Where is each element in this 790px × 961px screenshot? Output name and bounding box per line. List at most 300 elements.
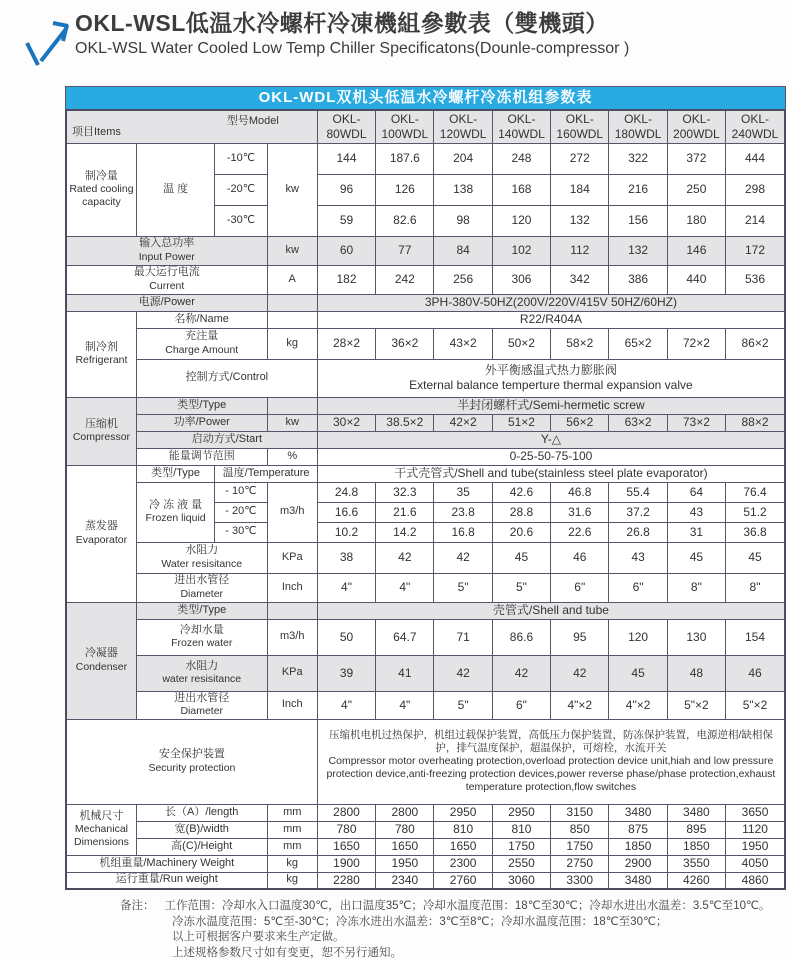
value-cell: 850 xyxy=(551,821,609,838)
label-cn: 制冷剂 xyxy=(84,340,118,353)
value-cell: 168 xyxy=(492,174,550,205)
unit-mm: mm xyxy=(267,838,317,855)
label-cn: 进出水管径 xyxy=(174,691,230,704)
model-header-cell: OKL-120WDL xyxy=(434,110,492,143)
value-cell: 65×2 xyxy=(609,328,667,359)
page-subtitle: OKL-WSL Water Cooled Low Temp Chiller Specificatons(Dounle-compressor ) xyxy=(75,39,630,57)
value-cell: 43 xyxy=(667,502,725,522)
row-input-power xyxy=(66,236,785,265)
value-cell: 6" xyxy=(609,573,667,602)
value-cell: 4"×2 xyxy=(609,691,667,719)
value-cell: 56×2 xyxy=(551,414,609,431)
row-cooling-minus10 xyxy=(66,143,785,174)
value-cell: 2340 xyxy=(376,872,434,889)
value-cell: 126 xyxy=(376,174,434,205)
value-cell: 95 xyxy=(551,619,609,655)
value-cell: 36.8 xyxy=(726,522,785,542)
value-cell: 1850 xyxy=(667,838,725,855)
label-power-supply: 电源/Power xyxy=(66,294,267,311)
value-cond-type: 壳管式/Shell and tube xyxy=(317,602,785,619)
label-height: 高(C)/Height xyxy=(136,838,267,855)
model-header-cell: OKL-160WDL xyxy=(551,110,609,143)
value-cell: 810 xyxy=(492,821,550,838)
value-cell: 248 xyxy=(492,143,550,174)
value-cell: 24.8 xyxy=(317,482,375,502)
value-cell: 45 xyxy=(667,542,725,573)
row-energy-range xyxy=(66,448,785,465)
label-cn: 充注量 xyxy=(185,330,219,343)
value-cell: 8" xyxy=(667,573,725,602)
label-en: Evaporator xyxy=(75,533,128,546)
note-line: 以上可根据客户要求来生产定做。 xyxy=(172,931,345,944)
value-cell: 4" xyxy=(376,691,434,719)
value-cell: 895 xyxy=(667,821,725,838)
value-cell: 22.6 xyxy=(551,522,609,542)
label-cn: 冷 冻 液 量 xyxy=(149,498,203,511)
value-cell: 6" xyxy=(551,573,609,602)
label-cn: 蒸发器 xyxy=(84,520,118,533)
value-cell: 86.6 xyxy=(492,619,550,655)
unit-inch: Inch xyxy=(267,691,317,719)
value-cell: 444 xyxy=(726,143,785,174)
value-cell: 43 xyxy=(609,542,667,573)
label-minus30: - 30℃ xyxy=(215,522,267,542)
value-cell: 98 xyxy=(434,205,492,236)
value-cell: 42 xyxy=(492,655,550,691)
value-cell: 2550 xyxy=(492,855,550,872)
value-cell: 88×2 xyxy=(726,414,785,431)
spec-table xyxy=(65,109,786,890)
unit-kpa: KPa xyxy=(267,542,317,573)
value-cell: 16.6 xyxy=(317,502,375,522)
value-refrigerant-name: R22/R404A xyxy=(317,311,785,328)
value-cell: 2300 xyxy=(434,855,492,872)
value-cell: 77 xyxy=(376,236,434,265)
row-security-protection xyxy=(66,719,785,804)
value-cell: 3480 xyxy=(609,804,667,821)
label-en: Frozen liquid xyxy=(145,512,206,525)
model-header-cell: OKL-80WDL xyxy=(317,110,375,143)
value-cell: 42 xyxy=(551,655,609,691)
footer-notes xyxy=(120,899,790,961)
value-cell: 16.8 xyxy=(434,522,492,542)
value-cell: 132 xyxy=(551,205,609,236)
value-cell: 1120 xyxy=(726,821,785,838)
value-cell: 154 xyxy=(726,619,785,655)
unit-kw: kw xyxy=(267,236,317,265)
value-cell: 204 xyxy=(434,143,492,174)
row-current xyxy=(66,265,785,294)
value-cell: 4" xyxy=(376,573,434,602)
label-en: Current xyxy=(149,279,185,292)
value-comp-type: 半封闭螺杆式/Semi-hermetic screw xyxy=(317,397,785,414)
table-banner: OKL-WDL双机头低温水冷螺杆冷冻机组参数表 xyxy=(65,86,786,109)
value-cell: 3550 xyxy=(667,855,725,872)
label-en: Refrigerant xyxy=(75,354,128,367)
value-cell: 440 xyxy=(667,265,725,294)
value-cell: 810 xyxy=(434,821,492,838)
value-cell: 146 xyxy=(667,236,725,265)
value-cell: 23.8 xyxy=(434,502,492,522)
row-cond-diameter xyxy=(66,691,785,719)
value-cell: 30×2 xyxy=(317,414,375,431)
value-cell: 26.8 xyxy=(609,522,667,542)
label-minus20: - 20℃ xyxy=(215,502,267,522)
model-header-cell: OKL-200WDL xyxy=(667,110,725,143)
value-cell: 36×2 xyxy=(376,328,434,359)
value-cell: 342 xyxy=(551,265,609,294)
value-cell: 76.4 xyxy=(726,482,785,502)
label-security xyxy=(66,719,317,804)
value-cell: 28×2 xyxy=(317,328,375,359)
value-cell: 4" xyxy=(317,691,375,719)
value-cell: 86×2 xyxy=(726,328,785,359)
value-cell: 322 xyxy=(609,143,667,174)
value-cell: 5" xyxy=(434,573,492,602)
label-run-weight: 运行重量/Run weight xyxy=(66,872,267,889)
value-cell: 41 xyxy=(376,655,434,691)
value-cell: 64 xyxy=(667,482,725,502)
value-cell: 1650 xyxy=(434,838,492,855)
value-cell: 184 xyxy=(551,174,609,205)
value-cell: 2950 xyxy=(492,804,550,821)
value-cell: 4"×2 xyxy=(551,691,609,719)
model-label: 型号Model xyxy=(226,115,279,127)
label-comp-start: 启动方式/Start xyxy=(136,431,317,448)
label-en: Compressor xyxy=(72,431,131,444)
unit-kw: kw xyxy=(267,414,317,431)
category-condenser xyxy=(66,602,136,719)
unit-empty xyxy=(267,397,317,414)
value-cell: 2800 xyxy=(376,804,434,821)
label-cond-type: 类型/Type xyxy=(136,602,267,619)
label-cn: 输入总功率 xyxy=(139,237,195,250)
label-cn: 冷凝器 xyxy=(84,647,118,660)
model-header-cell: OKL-240WDL xyxy=(726,110,785,143)
label-en: Water resisitance xyxy=(161,557,243,570)
label-en: Condenser xyxy=(75,660,128,673)
value-comp-start: Y-△ xyxy=(317,431,785,448)
label-minus20: -20℃ xyxy=(215,174,267,205)
value-evap-type: 干式壳管式/Shell and tube(stainless steel plate evaporator) xyxy=(317,465,785,482)
label-en: Mechanical xyxy=(74,823,128,836)
value-cell: 4860 xyxy=(726,872,785,889)
value-cell: 5"×2 xyxy=(726,691,785,719)
value-cell: 144 xyxy=(317,143,375,174)
note-prefix: 备注： xyxy=(120,900,155,912)
row-compressor-power xyxy=(66,414,785,431)
value-cell: 242 xyxy=(376,265,434,294)
value-cell: 96 xyxy=(317,174,375,205)
row-charge-amount xyxy=(66,328,785,359)
value-power-supply: 3PH-380V-50HZ(200V/220V/415V 50HZ/60HZ) xyxy=(317,294,785,311)
row-run-weight xyxy=(66,872,785,889)
value-cell: 82.6 xyxy=(376,205,434,236)
value-cell: 50 xyxy=(317,619,375,655)
category-evaporator xyxy=(66,465,136,602)
value-cell: 46 xyxy=(726,655,785,691)
row-evaporator-type xyxy=(66,465,785,482)
value-cell: 216 xyxy=(609,174,667,205)
value-cell: 63×2 xyxy=(609,414,667,431)
value-cell: 5" xyxy=(434,691,492,719)
label-comp-type: 类型/Type xyxy=(136,397,267,414)
value-cell: 120 xyxy=(609,619,667,655)
value-cell: 132 xyxy=(609,236,667,265)
brand-arrow-icon xyxy=(24,14,70,66)
value-cell: 84 xyxy=(434,236,492,265)
category-mechanical xyxy=(66,804,136,855)
value-cell: 46.8 xyxy=(551,482,609,502)
value-cell: 172 xyxy=(726,236,785,265)
value-cell: 3650 xyxy=(726,804,785,821)
row-width xyxy=(66,821,785,838)
value-cell: 46 xyxy=(551,542,609,573)
value-en: Compressor motor overheating protection,overload protection device unit,hiah and low pressure protection device,anti-freezing protection devices,power reverse phase/phase protection,exhaust temperature protection,flow switches xyxy=(326,754,776,794)
value-cell: 42.6 xyxy=(492,482,550,502)
label-machinery-weight: 机组重量/Machinery Weight xyxy=(66,855,267,872)
label-cn: 压缩机 xyxy=(84,417,118,430)
value-cell: 55.4 xyxy=(609,482,667,502)
value-cell: 6" xyxy=(492,691,550,719)
label-energy-range: 能量调节范围 xyxy=(136,448,267,465)
label-evap-temp: 温度/Temperature xyxy=(215,465,318,482)
value-cell: 187.6 xyxy=(376,143,434,174)
note-text: 工作范围：冷却水入口温度30℃，出口温度35℃；冷却水温度范围：18℃至30℃；冷却水进出水温差：3.5℃至10℃。 xyxy=(164,900,771,912)
model-header-cell: OKL-180WDL xyxy=(609,110,667,143)
unit-mm: mm xyxy=(267,804,317,821)
value-cell: 58×2 xyxy=(551,328,609,359)
value-cell: 386 xyxy=(609,265,667,294)
value-cell: 5" xyxy=(492,573,550,602)
value-cell: 156 xyxy=(609,205,667,236)
spec-table-container xyxy=(65,86,786,890)
label-evap-type: 类型/Type xyxy=(136,465,214,482)
value-cell: 1850 xyxy=(609,838,667,855)
row-length xyxy=(66,804,785,821)
row-machinery-weight xyxy=(66,855,785,872)
value-cell: 372 xyxy=(667,143,725,174)
value-cell: 4" xyxy=(317,573,375,602)
row-height xyxy=(66,838,785,855)
value-cell: 3060 xyxy=(492,872,550,889)
label-control: 控制方式/Control xyxy=(136,359,317,397)
label-cn: 制冷量 xyxy=(84,169,118,182)
page-title: OKL-WSL低温水冷螺杆冷凍機組參數表（雙機頭） xyxy=(75,10,609,36)
label-cond-water xyxy=(136,619,267,655)
value-cell: 37.2 xyxy=(609,502,667,522)
value-cell: 43×2 xyxy=(434,328,492,359)
value-cell: 1950 xyxy=(726,838,785,855)
label-input-power xyxy=(66,236,267,265)
note-line: 冷冻水温度范围：5℃至-30℃；冷冻水进出水温差：3℃至8℃；冷却水温度范围：18℃至30℃； xyxy=(172,915,668,928)
unit-mm: mm xyxy=(267,821,317,838)
label-comp-power: 功率/Power xyxy=(136,414,267,431)
label-en: water resisitance xyxy=(162,673,242,686)
value-cell: 1650 xyxy=(376,838,434,855)
value-cell: 780 xyxy=(376,821,434,838)
model-header-cell: OKL-100WDL xyxy=(376,110,434,143)
value-cell: 31 xyxy=(667,522,725,542)
table-header-row xyxy=(66,110,785,143)
value-cell: 42 xyxy=(434,542,492,573)
value-cell: 306 xyxy=(492,265,550,294)
value-cell: 3300 xyxy=(551,872,609,889)
unit-kpa: KPa xyxy=(267,655,317,691)
value-cell: 256 xyxy=(434,265,492,294)
value-cell: 180 xyxy=(667,205,725,236)
category-cooling xyxy=(66,143,136,236)
label-length: 长（A）/length xyxy=(136,804,267,821)
label-en: Security protection xyxy=(148,761,236,774)
label-en: Diameter xyxy=(180,587,224,600)
value-cell: 298 xyxy=(726,174,785,205)
unit-percent: % xyxy=(267,448,317,465)
unit-inch: Inch xyxy=(267,573,317,602)
label-evap-diameter xyxy=(136,573,267,602)
label-en: Input Power xyxy=(138,250,195,263)
value-control xyxy=(317,359,785,397)
unit-kw: kw xyxy=(267,143,317,236)
label-name: 名称/Name xyxy=(136,311,267,328)
label-en2: Dimensions xyxy=(74,836,129,849)
unit-empty xyxy=(267,311,317,328)
unit-m3h: m3/h xyxy=(267,619,317,655)
value-cell: 45 xyxy=(492,542,550,573)
row-evap-water-resistance xyxy=(66,542,785,573)
row-condenser-type xyxy=(66,602,785,619)
note-line: 上述规格参数尺寸如有变更，恕不另行通知。 xyxy=(172,946,402,959)
unit-a: A xyxy=(267,265,317,294)
corner-cell xyxy=(66,110,317,143)
value-en: External balance temperture thermal expansion valve xyxy=(409,378,693,392)
value-cell: 20.6 xyxy=(492,522,550,542)
value-cell: 14.2 xyxy=(376,522,434,542)
value-cell: 780 xyxy=(317,821,375,838)
value-cell: 64.7 xyxy=(376,619,434,655)
value-cell: 2900 xyxy=(609,855,667,872)
label-cond-wr xyxy=(136,655,267,691)
model-header-cell: OKL-140WDL xyxy=(492,110,550,143)
row-cond-water xyxy=(66,619,785,655)
value-cell: 2280 xyxy=(317,872,375,889)
value-cell: 31.6 xyxy=(551,502,609,522)
label-cn: 机械尺寸 xyxy=(79,809,124,822)
value-cell: 32.3 xyxy=(376,482,434,502)
value-cell: 42 xyxy=(376,542,434,573)
value-cell: 59 xyxy=(317,205,375,236)
value-cell: 1950 xyxy=(376,855,434,872)
label-width: 宽(B)/width xyxy=(136,821,267,838)
value-cell: 4050 xyxy=(726,855,785,872)
row-compressor-type xyxy=(66,397,785,414)
row-power-supply xyxy=(66,294,785,311)
label-cond-diameter xyxy=(136,691,267,719)
value-cell: 1750 xyxy=(492,838,550,855)
value-cell: 42 xyxy=(434,655,492,691)
unit-kg: kg xyxy=(267,872,317,889)
value-cell: 10.2 xyxy=(317,522,375,542)
label-en: Frozen water xyxy=(171,637,233,650)
value-cell: 38.5×2 xyxy=(376,414,434,431)
value-cell: 45 xyxy=(726,542,785,573)
label-cn: 最大运行电流 xyxy=(133,266,200,279)
label-en: Diameter xyxy=(180,705,224,718)
label-charge xyxy=(136,328,267,359)
value-cell: 2750 xyxy=(551,855,609,872)
label-cn: 冷却水量 xyxy=(179,623,224,636)
value-cell: 3480 xyxy=(667,804,725,821)
value-cell: 51×2 xyxy=(492,414,550,431)
value-cell: 3150 xyxy=(551,804,609,821)
value-cell: 272 xyxy=(551,143,609,174)
label-cn: 水阻力 xyxy=(185,544,219,557)
label-minus30: -30℃ xyxy=(215,205,267,236)
value-cell: 250 xyxy=(667,174,725,205)
unit-kg: kg xyxy=(267,855,317,872)
value-cell: 50×2 xyxy=(492,328,550,359)
items-label: 项目Items xyxy=(72,125,121,138)
value-cell: 39 xyxy=(317,655,375,691)
value-cell: 35 xyxy=(434,482,492,502)
value-cell: 130 xyxy=(667,619,725,655)
value-cell: 1900 xyxy=(317,855,375,872)
value-cell: 875 xyxy=(609,821,667,838)
note-line xyxy=(120,899,790,915)
value-cell: 8" xyxy=(726,573,785,602)
value-cell: 3480 xyxy=(609,872,667,889)
row-control xyxy=(66,359,785,397)
label-minus10: - 10℃ xyxy=(215,482,267,502)
unit-m3h: m3/h xyxy=(267,482,317,542)
category-compressor xyxy=(66,397,136,465)
value-cell: 38 xyxy=(317,542,375,573)
value-energy-range: 0-25-50-75-100 xyxy=(317,448,785,465)
row-cond-water-resistance xyxy=(66,655,785,691)
row-compressor-start xyxy=(66,431,785,448)
label-temperature: 温 度 xyxy=(136,143,214,236)
value-cell: 138 xyxy=(434,174,492,205)
value-cell: 214 xyxy=(726,205,785,236)
unit-empty xyxy=(267,602,317,619)
value-cell: 51.2 xyxy=(726,502,785,522)
label-frozen-liquid xyxy=(136,482,214,542)
value-cell: 2950 xyxy=(434,804,492,821)
value-cn: 压缩机电机过热保护，机组过载保护装置，高低压力保护装置，防冻保护装置，电源逆相/缺相保护，排气温度保护，超温保护，可熔栓，水流开关 xyxy=(328,728,773,754)
page-header xyxy=(0,0,790,82)
value-cell: 48 xyxy=(667,655,725,691)
label-cn: 安全保护装置 xyxy=(158,748,225,761)
value-cell: 2800 xyxy=(317,804,375,821)
row-frozen-minus10 xyxy=(66,482,785,502)
label-minus10: -10℃ xyxy=(215,143,267,174)
value-cell: 45 xyxy=(609,655,667,691)
unit-empty xyxy=(267,294,317,311)
label-evap-wr xyxy=(136,542,267,573)
value-cell: 102 xyxy=(492,236,550,265)
value-cell: 182 xyxy=(317,265,375,294)
value-cell: 2760 xyxy=(434,872,492,889)
value-cell: 536 xyxy=(726,265,785,294)
row-evap-diameter xyxy=(66,573,785,602)
value-cell: 1650 xyxy=(317,838,375,855)
value-cell: 120 xyxy=(492,205,550,236)
label-cn: 水阻力 xyxy=(185,659,219,672)
label-current xyxy=(66,265,267,294)
value-cell: 21.6 xyxy=(376,502,434,522)
value-cell: 28.8 xyxy=(492,502,550,522)
unit-kg: kg xyxy=(267,328,317,359)
